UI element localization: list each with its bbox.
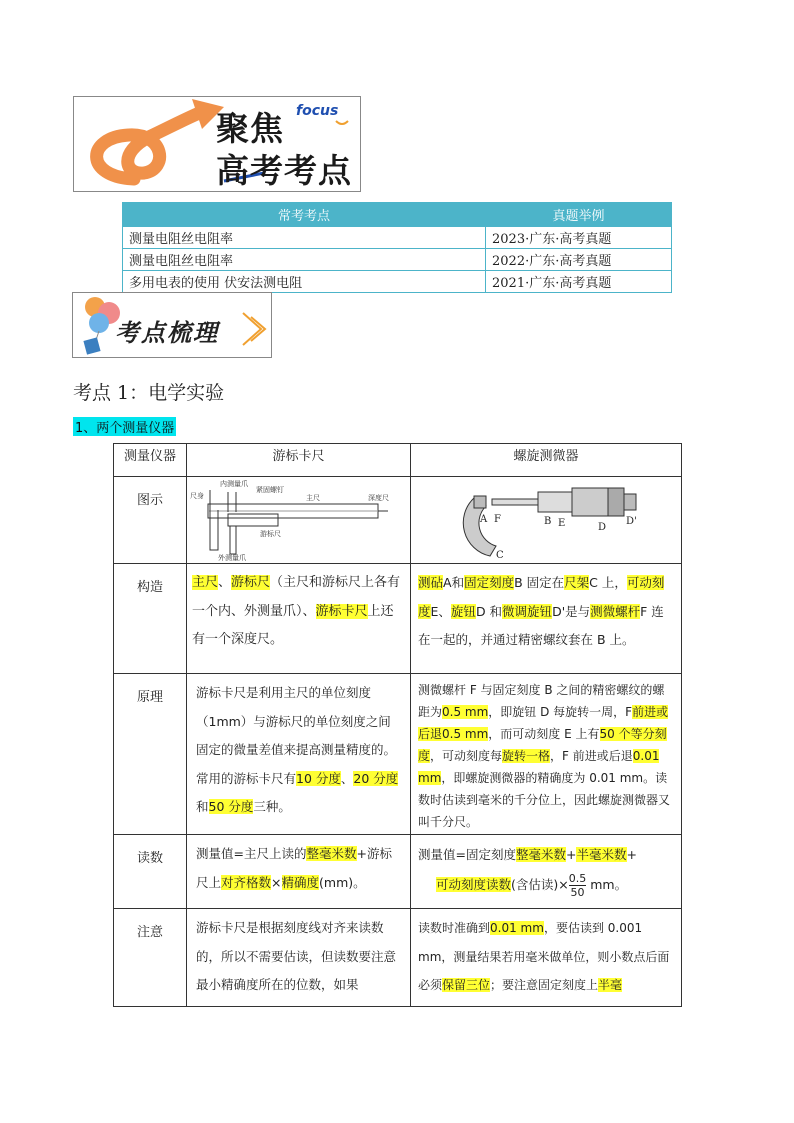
text: ，即旋钮 D 每旋转一周，F <box>488 705 633 719</box>
highlight-text: 主尺 <box>192 575 219 590</box>
caliper-label: 紧固螺钉 <box>256 486 284 494</box>
table-header-row <box>123 203 672 227</box>
caliper-label: 外测量爪 <box>218 554 246 562</box>
highlight-text: 旋转一格 <box>502 749 551 763</box>
fraction <box>569 872 587 899</box>
text: 测微螺杆 F 与固定刻度 B 之间的精密螺纹的螺距为 <box>418 683 665 719</box>
reading-right-cell <box>411 835 682 909</box>
text: + <box>626 847 637 862</box>
micrometer-label: D' <box>626 516 637 527</box>
text: (含估读)× <box>511 877 569 892</box>
row-label: 注意 <box>114 909 187 1007</box>
highlight-text: 固定刻度 <box>464 575 515 590</box>
text: ，而可动刻度 E 上有 <box>488 727 600 741</box>
principle-right-cell <box>411 674 682 835</box>
text: ，即螺旋测微器的精确度为 0.01 mm。读数时估读到毫米的千分位上，因此螺旋测微器又叫千分尺。 <box>418 771 671 829</box>
highlight-text: 测砧 <box>418 575 444 590</box>
caliper-label: 主尺 <box>306 494 320 502</box>
row-label: 读数 <box>114 835 187 909</box>
row-label: 构造 <box>114 564 187 674</box>
sort-banner <box>72 292 272 358</box>
caliper-label: 尺身 <box>190 492 204 500</box>
table-header-row <box>114 444 682 477</box>
highlight-text: 半毫米数 <box>576 847 627 862</box>
micrometer-label: A <box>480 514 488 525</box>
table-cell: 2021·广东·高考真题 <box>486 271 672 293</box>
fraction-numerator: 0.5 <box>568 872 587 885</box>
text: 测量值=固定刻度 <box>418 847 516 862</box>
micrometer-label: B <box>544 516 552 527</box>
focus-banner <box>73 96 361 192</box>
table-cell: 测量电阻丝电阻率 <box>123 249 486 271</box>
highlight-text: 对齐格数 <box>221 874 272 890</box>
text: 和 <box>196 799 209 814</box>
vernier-caliper-figure <box>188 478 410 562</box>
highlight-text: 精确度 <box>281 874 320 890</box>
caliper-label: 游标尺 <box>260 530 281 538</box>
text: +游标尺上 <box>196 846 392 890</box>
micrometer-figure <box>412 478 680 562</box>
text: 上还有一个深度尺。 <box>192 603 394 647</box>
table-row <box>123 249 672 271</box>
table-row <box>114 835 682 909</box>
text: mm。 <box>586 877 628 892</box>
table-row <box>114 477 682 564</box>
highlight-text: 50 分度 <box>208 799 254 814</box>
micrometer-label: F <box>494 514 501 525</box>
highlight-text: 旋钮 <box>450 603 476 619</box>
micrometer-label: E <box>558 518 566 529</box>
highlight-text: 尺架 <box>564 575 590 590</box>
text: （主尺和游标尺上各有一个内、外测量爪）、 <box>192 575 401 619</box>
table-header: 常考考点 <box>123 203 486 227</box>
notes-left-cell <box>187 909 411 1007</box>
text: × <box>271 874 282 890</box>
text: 游标卡尺是利用主尺的单位刻度（1mm）与游标尺的单位刻度之间固定的微量差值来提高测量精度的。常用的游标卡尺有 <box>196 685 397 786</box>
exam-points-table <box>122 202 672 293</box>
table-row <box>123 271 672 293</box>
text: E、 <box>430 603 451 619</box>
table-row <box>123 227 672 249</box>
highlight-text: 10 分度 <box>296 770 341 786</box>
highlight-text: 0.5 mm <box>442 727 489 741</box>
caliper-figure-cell <box>187 477 411 564</box>
table-cell: 2022·广东·高考真题 <box>486 249 672 271</box>
caliper-label: 内测量爪 <box>220 480 248 488</box>
reading-left-cell <box>187 835 411 909</box>
text: ，可动刻度每 <box>430 749 503 763</box>
highlight-text: 可动刻度读数 <box>436 877 512 892</box>
highlight-text: 游标尺 <box>231 575 271 590</box>
micrometer-label: D <box>598 522 607 533</box>
text: 、 <box>340 770 354 786</box>
highlight-text: 微调旋钮 <box>502 603 553 619</box>
highlight-text: 整毫米数 <box>515 847 566 862</box>
table-header: 游标卡尺 <box>187 444 411 477</box>
notes-right-cell <box>411 909 682 1007</box>
highlight-text: 可动刻度 <box>418 575 665 619</box>
text: ，要估读到 0.001 mm，测量结果若用毫米做单位，则小数点后面必须 <box>418 921 670 992</box>
table-cell: 2023·广东·高考真题 <box>486 227 672 249</box>
highlight-text: 前进或后退 <box>418 705 669 741</box>
structure-left-cell <box>187 564 411 674</box>
highlight-text: 整毫米数 <box>306 846 357 861</box>
banner-line2: 高考考点 <box>216 151 352 190</box>
text: D 和 <box>475 603 503 619</box>
table-header: 真题举例 <box>486 203 672 227</box>
table-row <box>114 909 682 1007</box>
text: 读数时准确到 <box>418 921 491 935</box>
text: C 上， <box>589 575 627 590</box>
highlight-text: 0.01 mm <box>418 749 660 785</box>
structure-right-cell <box>411 564 682 674</box>
text: F 连在一起的，并通过精密螺纹套在 B 上。 <box>418 603 664 647</box>
highlight-text: 0.01 mm <box>490 921 544 935</box>
table-header: 螺旋测微器 <box>411 444 682 477</box>
table-header: 测量仪器 <box>114 444 187 477</box>
highlight-text: 0.5 mm <box>442 705 489 719</box>
table-row <box>114 674 682 835</box>
highlight-text: 半毫 <box>598 978 623 992</box>
text: 游标卡尺是根据刻度线对齐来读数的，所以不需要估读，但读数要注意最小精确度所在的位数，如果 <box>196 920 397 992</box>
sub-heading: 1、两个测量仪器 <box>73 417 176 436</box>
table-cell: 多用电表的使用 伏安法测电阻 <box>123 271 486 293</box>
text: D'是与 <box>552 603 591 619</box>
banner-line1: 聚焦 <box>216 109 284 148</box>
highlight-text: 50 个等分刻度 <box>418 727 667 763</box>
principle-left-cell <box>187 674 411 835</box>
highlight-text: 测微螺杆 <box>590 603 641 619</box>
sort-title: 考点梳理 <box>115 319 219 347</box>
text: + <box>566 847 577 862</box>
text: ；要注意固定刻度上 <box>490 978 599 992</box>
highlight-text: 保留三位 <box>442 978 491 992</box>
text: ，F 前进或后退 <box>550 749 633 763</box>
section-heading: 考点 1：电学实验 <box>73 382 225 404</box>
table-cell: 测量电阻丝电阻率 <box>123 227 486 249</box>
text: B 固定在 <box>514 575 565 590</box>
micrometer-label: C <box>496 550 504 561</box>
highlight-text: 游标卡尺 <box>315 603 368 619</box>
caliper-label: 深度尺 <box>368 494 389 502</box>
row-label: 原理 <box>114 674 187 835</box>
micrometer-figure-cell <box>411 477 682 564</box>
text: A和 <box>443 575 465 590</box>
instrument-table <box>113 443 682 1007</box>
focus-label: focus <box>296 103 339 119</box>
fraction-denominator: 50 <box>570 886 585 899</box>
highlight-text: 20 分度 <box>353 770 399 786</box>
text: (mm)。 <box>319 874 366 890</box>
text: 三种。 <box>253 799 291 814</box>
row-label: 图示 <box>114 477 187 564</box>
text: 、 <box>218 575 232 590</box>
table-row <box>114 564 682 674</box>
text: 测量值=主尺上读的 <box>196 846 307 861</box>
